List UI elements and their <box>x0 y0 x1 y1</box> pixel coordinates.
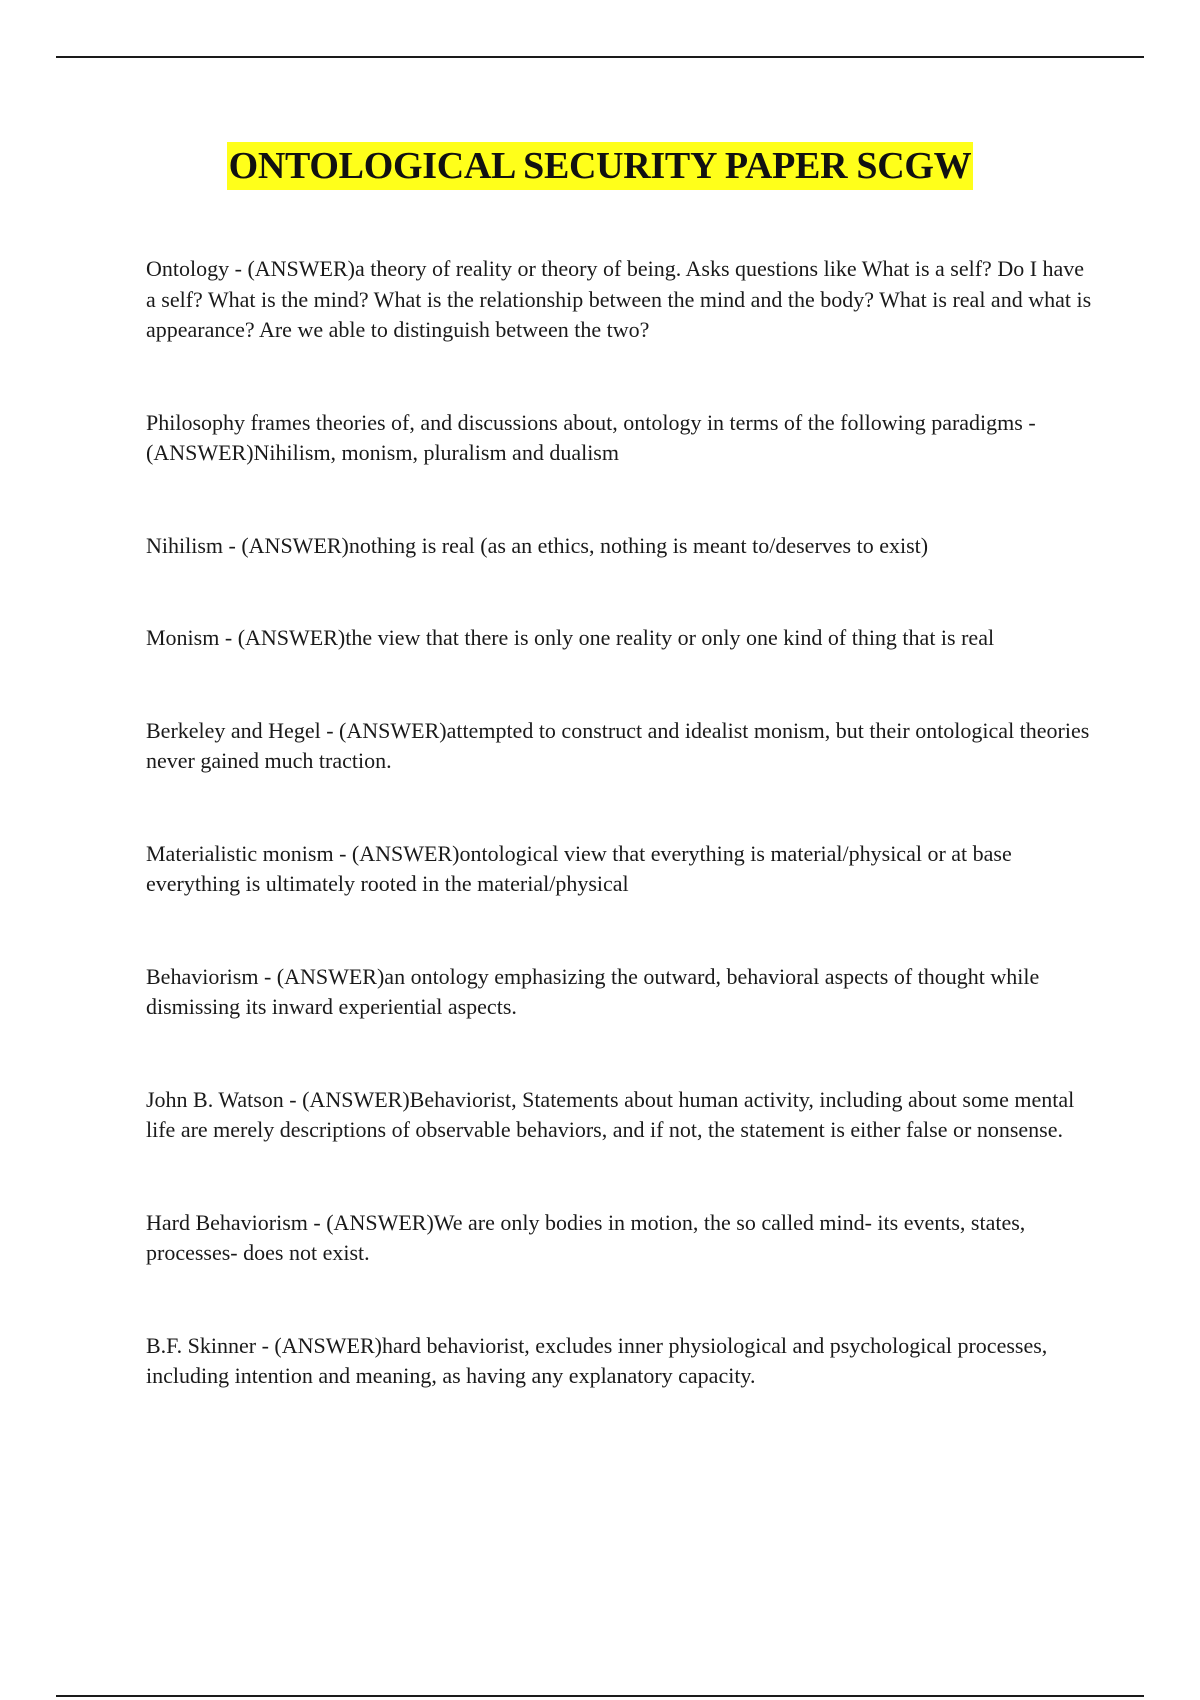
entry-answer: (ANSWER)ontological view that everything is material/physical or at base everything is ultimately rooted in the material/physical <box>146 840 1012 896</box>
entry-term: Berkeley and Hegel <box>146 717 321 743</box>
entry-behaviorism <box>146 962 1096 1023</box>
entry-term: Hard Behaviorism <box>146 1209 308 1235</box>
entry-hard-behaviorism <box>146 1208 1096 1269</box>
title-block <box>0 142 1200 190</box>
entry-separator: - <box>320 717 340 743</box>
top-divider <box>56 56 1144 58</box>
entry-separator: - <box>229 256 248 281</box>
entry-separator: - <box>333 840 352 866</box>
entry-term: Ontology <box>146 256 230 281</box>
entry-answer: (ANSWER)a theory of reality or theory of being. Asks questions like What is a self? Do I have a self? What is the mind? What is the relationship between the mind and the body? What is real and what is appearance? Are we able to distinguish between the two? <box>146 256 1092 342</box>
entry-separator: - <box>1022 409 1036 435</box>
entry-separator: - <box>223 532 242 558</box>
entry-separator: - <box>307 1209 327 1235</box>
entry-term: Nihilism <box>146 532 224 558</box>
entry-separator: - <box>256 1332 275 1358</box>
entry-term: Philosophy frames theories of, and discussions about, ontology in terms of the following paradigms <box>146 409 1023 435</box>
bottom-divider <box>56 1695 1144 1697</box>
entry-separator: - <box>219 625 238 650</box>
document-title: ONTOLOGICAL SECURITY PAPER SCGW <box>227 142 974 190</box>
entry-answer: (ANSWER)We are only bodies in motion, the so called mind- its events, states, processes- does not exist. <box>146 1209 1026 1265</box>
entry-materialistic-monism <box>146 839 1096 900</box>
entry-answer: (ANSWER)the view that there is only one reality or only one kind of thing that is real <box>237 625 995 650</box>
entry-answer: (ANSWER)an ontology emphasizing the outward, behavioral aspects of thought while dismissing its inward experiential aspects. <box>146 963 1040 1019</box>
entry-philosophy-paradigms <box>146 408 1096 469</box>
entry-term: B.F. Skinner <box>146 1332 257 1358</box>
entry-term: Behaviorism <box>146 963 259 989</box>
entry-answer: (ANSWER)Nihilism, monism, pluralism and dualism <box>146 440 619 465</box>
entry-list <box>146 254 1096 1454</box>
entry-john-b-watson <box>146 1085 1096 1146</box>
entry-answer: (ANSWER)Behaviorist, Statements about human activity, including about some mental life are merely descriptions of observable behaviors, and if not, the statement is either false or nonsense. <box>146 1086 1075 1142</box>
entry-term: Monism <box>146 625 220 650</box>
entry-answer: (ANSWER)attempted to construct and idealist monism, but their ontological theories never gained much traction. <box>146 717 1090 773</box>
entry-ontology <box>146 254 1096 346</box>
entry-separator: - <box>258 963 277 989</box>
entry-monism <box>146 623 1096 654</box>
entry-answer: (ANSWER)nothing is real (as an ethics, nothing is meant to/deserves to exist) <box>241 532 929 558</box>
entry-nihilism <box>146 531 1096 562</box>
entry-bf-skinner <box>146 1331 1096 1392</box>
entry-separator: - <box>283 1086 303 1112</box>
entry-term: John B. Watson <box>146 1086 284 1112</box>
entry-term: Materialistic monism <box>146 840 334 866</box>
entry-answer: (ANSWER)hard behaviorist, excludes inner physiological and psychological processes, including intention and meaning, as having any explanatory capacity. <box>146 1332 1048 1388</box>
entry-berkeley-hegel <box>146 716 1096 777</box>
